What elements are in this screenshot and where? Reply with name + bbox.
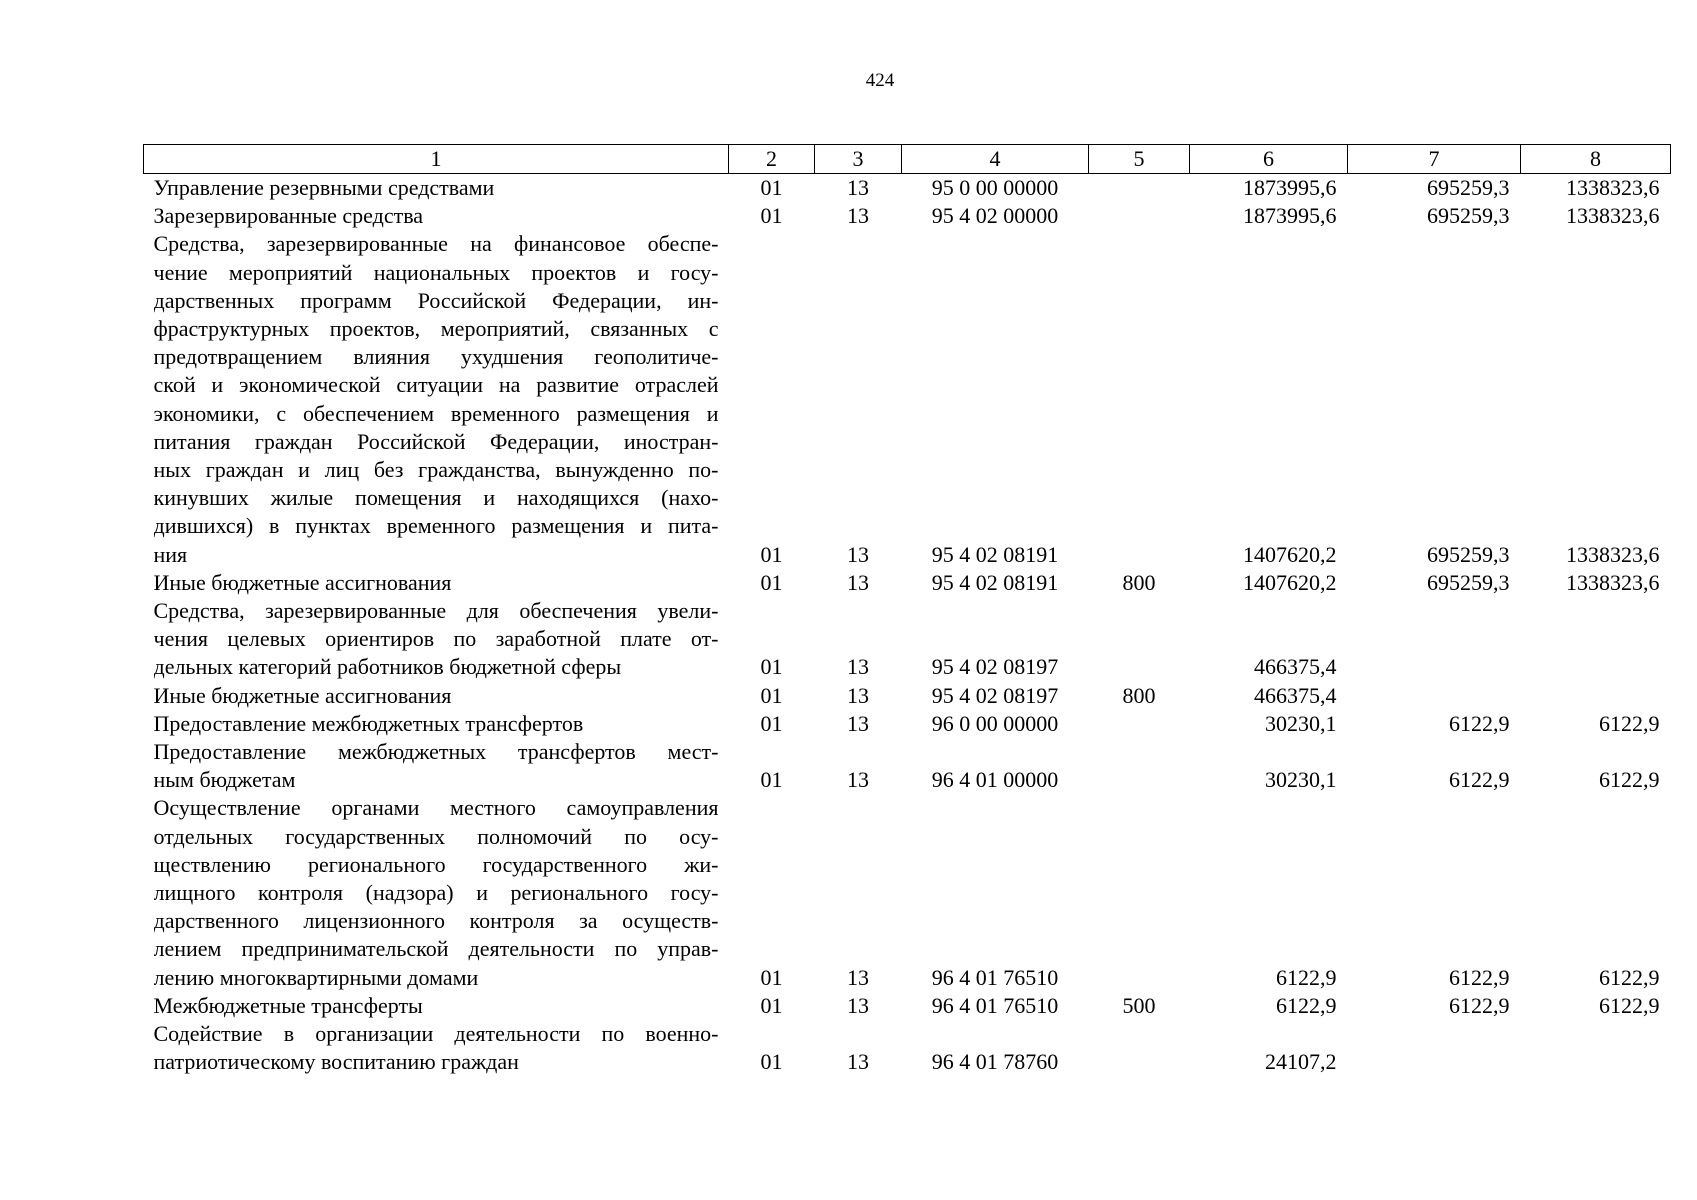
row-subsection-code: 13	[847, 964, 869, 990]
row-amount-col-8: 1338323,6	[1566, 175, 1660, 200]
row-subsection-code: 13	[847, 569, 869, 595]
header-col-5: 5	[1089, 145, 1190, 174]
header-row	[144, 145, 1671, 174]
row-target-article: 95 4 02 08191	[931, 569, 1059, 595]
row-name-line: Содействие в организации деятельности по военно-	[153, 1021, 719, 1047]
table-row	[144, 597, 1671, 682]
row-amount-col-6: 1873995,6	[1243, 175, 1337, 200]
header-col-2: 2	[729, 145, 815, 174]
row-name-line: ществлению регионального государственного жи-	[153, 851, 719, 877]
row-expense-type	[1089, 230, 1190, 568]
row-subsection-code: 13	[847, 175, 869, 200]
row-amount-col-7: 695259,3	[1427, 175, 1510, 200]
row-target-article: 95 0 00 00000	[931, 175, 1059, 200]
row-name-line: предотвращением влияния ухудшения геополитиче-	[153, 344, 719, 370]
row-expense-type	[1089, 710, 1190, 738]
table-body	[144, 174, 1671, 1077]
row-amount-col-8: 1338323,6	[1566, 569, 1660, 595]
row-section-code: 01	[760, 1049, 783, 1075]
row-target-article: 96 4 01 00000	[931, 767, 1059, 793]
row-expense-type	[1089, 1020, 1190, 1076]
table-row	[144, 569, 1671, 597]
header-col-4: 4	[902, 145, 1089, 174]
row-name-line: Предоставление межбюджетных трансфертов мест-	[153, 739, 719, 765]
row-amount-col-7	[1348, 682, 1521, 710]
row-amount-col-6: 30230,1	[1265, 710, 1337, 736]
row-amount-col-7: 695259,3	[1427, 541, 1510, 567]
row-name	[144, 710, 729, 738]
row-expense-type: 800	[1122, 569, 1156, 595]
row-section-code: 01	[760, 569, 783, 595]
row-name-line: дившихся) в пунктах временного размещения и пита-	[153, 513, 719, 539]
row-name	[144, 174, 729, 203]
row-expense-type	[1089, 794, 1190, 991]
row-subsection-code: 13	[847, 767, 869, 793]
row-name-line: Средства, зарезервированные на финансовое обеспе-	[153, 231, 719, 257]
row-name-line: лением предпринимательской деятельности по управ-	[153, 936, 719, 962]
row-name-line: отдельных государственных полномочий по осу-	[153, 823, 719, 849]
row-amount-col-7: 6122,9	[1449, 964, 1510, 990]
row-subsection-code: 13	[847, 710, 869, 736]
header-col-1: 1	[144, 145, 729, 174]
row-amount-col-6: 6122,9	[1276, 964, 1337, 990]
row-name-line: дарственных программ Российской Федерации, ин-	[153, 287, 719, 313]
row-amount-col-6: 1407620,2	[1243, 569, 1337, 595]
row-name-line: экономики, с обеспечением временного размещения и	[153, 400, 719, 426]
row-amount-col-7: 6122,9	[1449, 767, 1510, 793]
row-name	[144, 569, 729, 597]
row-section-code: 01	[760, 767, 783, 793]
row-section-code: 01	[760, 710, 783, 736]
row-amount-col-6: 466375,4	[1254, 654, 1337, 680]
budget-table	[143, 144, 1671, 1077]
row-target-article: 96 0 00 00000	[931, 710, 1059, 736]
row-name-line: Осуществление органами местного самоуправления	[153, 795, 719, 821]
row-amount-col-7	[1348, 1020, 1521, 1076]
row-amount-col-7: 695259,3	[1427, 569, 1510, 595]
row-target-article: 96 4 01 76510	[931, 992, 1059, 1018]
row-subsection-code: 13	[847, 1049, 869, 1075]
row-amount-col-7	[1348, 597, 1521, 682]
row-name-line: Предоставление межбюджетных трансфертов	[153, 710, 584, 736]
row-amount-col-8: 1338323,6	[1566, 541, 1660, 567]
page-number: 424	[865, 70, 895, 91]
row-name-line: фраструктурных проектов, мероприятий, связанных с	[153, 316, 719, 342]
row-name-line: чение мероприятий национальных проектов и госу-	[153, 259, 719, 285]
row-amount-col-6: 1873995,6	[1243, 203, 1337, 229]
row-subsection-code: 13	[847, 682, 869, 708]
table-row	[144, 682, 1671, 710]
row-amount-col-8: 6122,9	[1599, 710, 1660, 736]
row-section-code: 01	[760, 992, 783, 1018]
header-col-6: 6	[1190, 145, 1348, 174]
header-col-3: 3	[815, 145, 902, 174]
row-section-code: 01	[760, 654, 783, 680]
header-col-7: 7	[1348, 145, 1521, 174]
table-row	[144, 202, 1671, 230]
table-header	[144, 145, 1671, 174]
row-name-line: чения целевых ориентиров по заработной плате от-	[153, 626, 719, 652]
row-name-line: Средства, зарезервированные для обеспечения увели-	[153, 598, 719, 624]
row-name-line: лищного контроля (надзора) и регионального госу-	[153, 880, 719, 906]
table-row	[144, 174, 1671, 203]
row-expense-type	[1089, 174, 1190, 203]
row-name	[144, 1020, 729, 1076]
table-row	[144, 230, 1671, 568]
row-name-line: ных граждан и лиц без гражданства, вынужденно по-	[153, 457, 719, 483]
row-target-article: 96 4 01 78760	[931, 1049, 1059, 1075]
table-row	[144, 710, 1671, 738]
row-name-line: дарственного лицензионного контроля за осуществ-	[153, 908, 719, 934]
row-name-line: Иные бюджетные ассигнования	[153, 682, 452, 708]
row-name	[144, 682, 729, 710]
row-subsection-code: 13	[847, 654, 869, 680]
row-name-line: ния	[153, 541, 188, 567]
row-amount-col-7: 6122,9	[1449, 710, 1510, 736]
row-expense-type	[1089, 202, 1190, 230]
row-amount-col-6: 30230,1	[1265, 767, 1337, 793]
table-row	[144, 992, 1671, 1020]
row-amount-col-8	[1521, 682, 1671, 710]
row-name-line: патриотическому воспитанию граждан	[153, 1049, 519, 1075]
row-name-line: ской и экономической ситуации на развитие отраслей	[153, 372, 719, 398]
row-amount-col-7: 6122,9	[1449, 992, 1510, 1018]
row-amount-col-8: 1338323,6	[1566, 203, 1660, 229]
header-col-8: 8	[1521, 145, 1671, 174]
row-target-article: 95 4 02 00000	[931, 203, 1059, 229]
row-expense-type	[1089, 597, 1190, 682]
row-target-article: 95 4 02 08197	[931, 654, 1059, 680]
row-expense-type: 800	[1122, 682, 1156, 708]
row-expense-type: 500	[1122, 992, 1156, 1018]
row-name-line: лению многоквартирными домами	[153, 964, 479, 990]
row-amount-col-6: 24107,2	[1265, 1049, 1337, 1075]
row-amount-col-8	[1521, 597, 1671, 682]
row-name-line: питания граждан Российской Федерации, иностран-	[153, 428, 719, 454]
row-name-line: Межбюджетные трансферты	[153, 992, 423, 1018]
table-row	[144, 794, 1671, 991]
row-amount-col-8: 6122,9	[1599, 964, 1660, 990]
row-section-code: 01	[760, 175, 783, 200]
row-target-article: 96 4 01 76510	[931, 964, 1059, 990]
row-subsection-code: 13	[847, 541, 869, 567]
table-row	[144, 738, 1671, 794]
row-amount-col-8: 6122,9	[1599, 767, 1660, 793]
row-name	[144, 738, 729, 794]
row-section-code: 01	[760, 964, 783, 990]
row-name-line: Иные бюджетные ассигнования	[153, 569, 452, 595]
row-name-line: Зарезервированные средства	[153, 203, 424, 229]
row-name	[144, 597, 729, 682]
row-name-line: дельных категорий работников бюджетной сферы	[153, 654, 622, 680]
row-name	[144, 230, 729, 568]
row-section-code: 01	[760, 682, 783, 708]
row-amount-col-8: 6122,9	[1599, 992, 1660, 1018]
row-name	[144, 794, 729, 991]
row-section-code: 01	[760, 203, 783, 229]
row-amount-col-6: 466375,4	[1254, 682, 1337, 708]
row-amount-col-7: 695259,3	[1427, 203, 1510, 229]
row-subsection-code: 13	[847, 992, 869, 1018]
row-subsection-code: 13	[847, 203, 869, 229]
row-name	[144, 202, 729, 230]
row-name-line: ным бюджетам	[153, 767, 296, 793]
row-target-article: 95 4 02 08191	[931, 541, 1059, 567]
row-section-code: 01	[760, 541, 783, 567]
row-name-line: кинувших жилые помещения и находящихся (нахо-	[153, 485, 719, 511]
row-expense-type	[1089, 738, 1190, 794]
row-name-line: Управление резервными средствами	[153, 175, 495, 200]
table-row	[144, 1020, 1671, 1076]
row-amount-col-6: 6122,9	[1276, 992, 1337, 1018]
row-amount-col-8	[1521, 1020, 1671, 1076]
row-amount-col-6: 1407620,2	[1243, 541, 1337, 567]
row-target-article: 95 4 02 08197	[931, 682, 1059, 708]
row-name	[144, 992, 729, 1020]
